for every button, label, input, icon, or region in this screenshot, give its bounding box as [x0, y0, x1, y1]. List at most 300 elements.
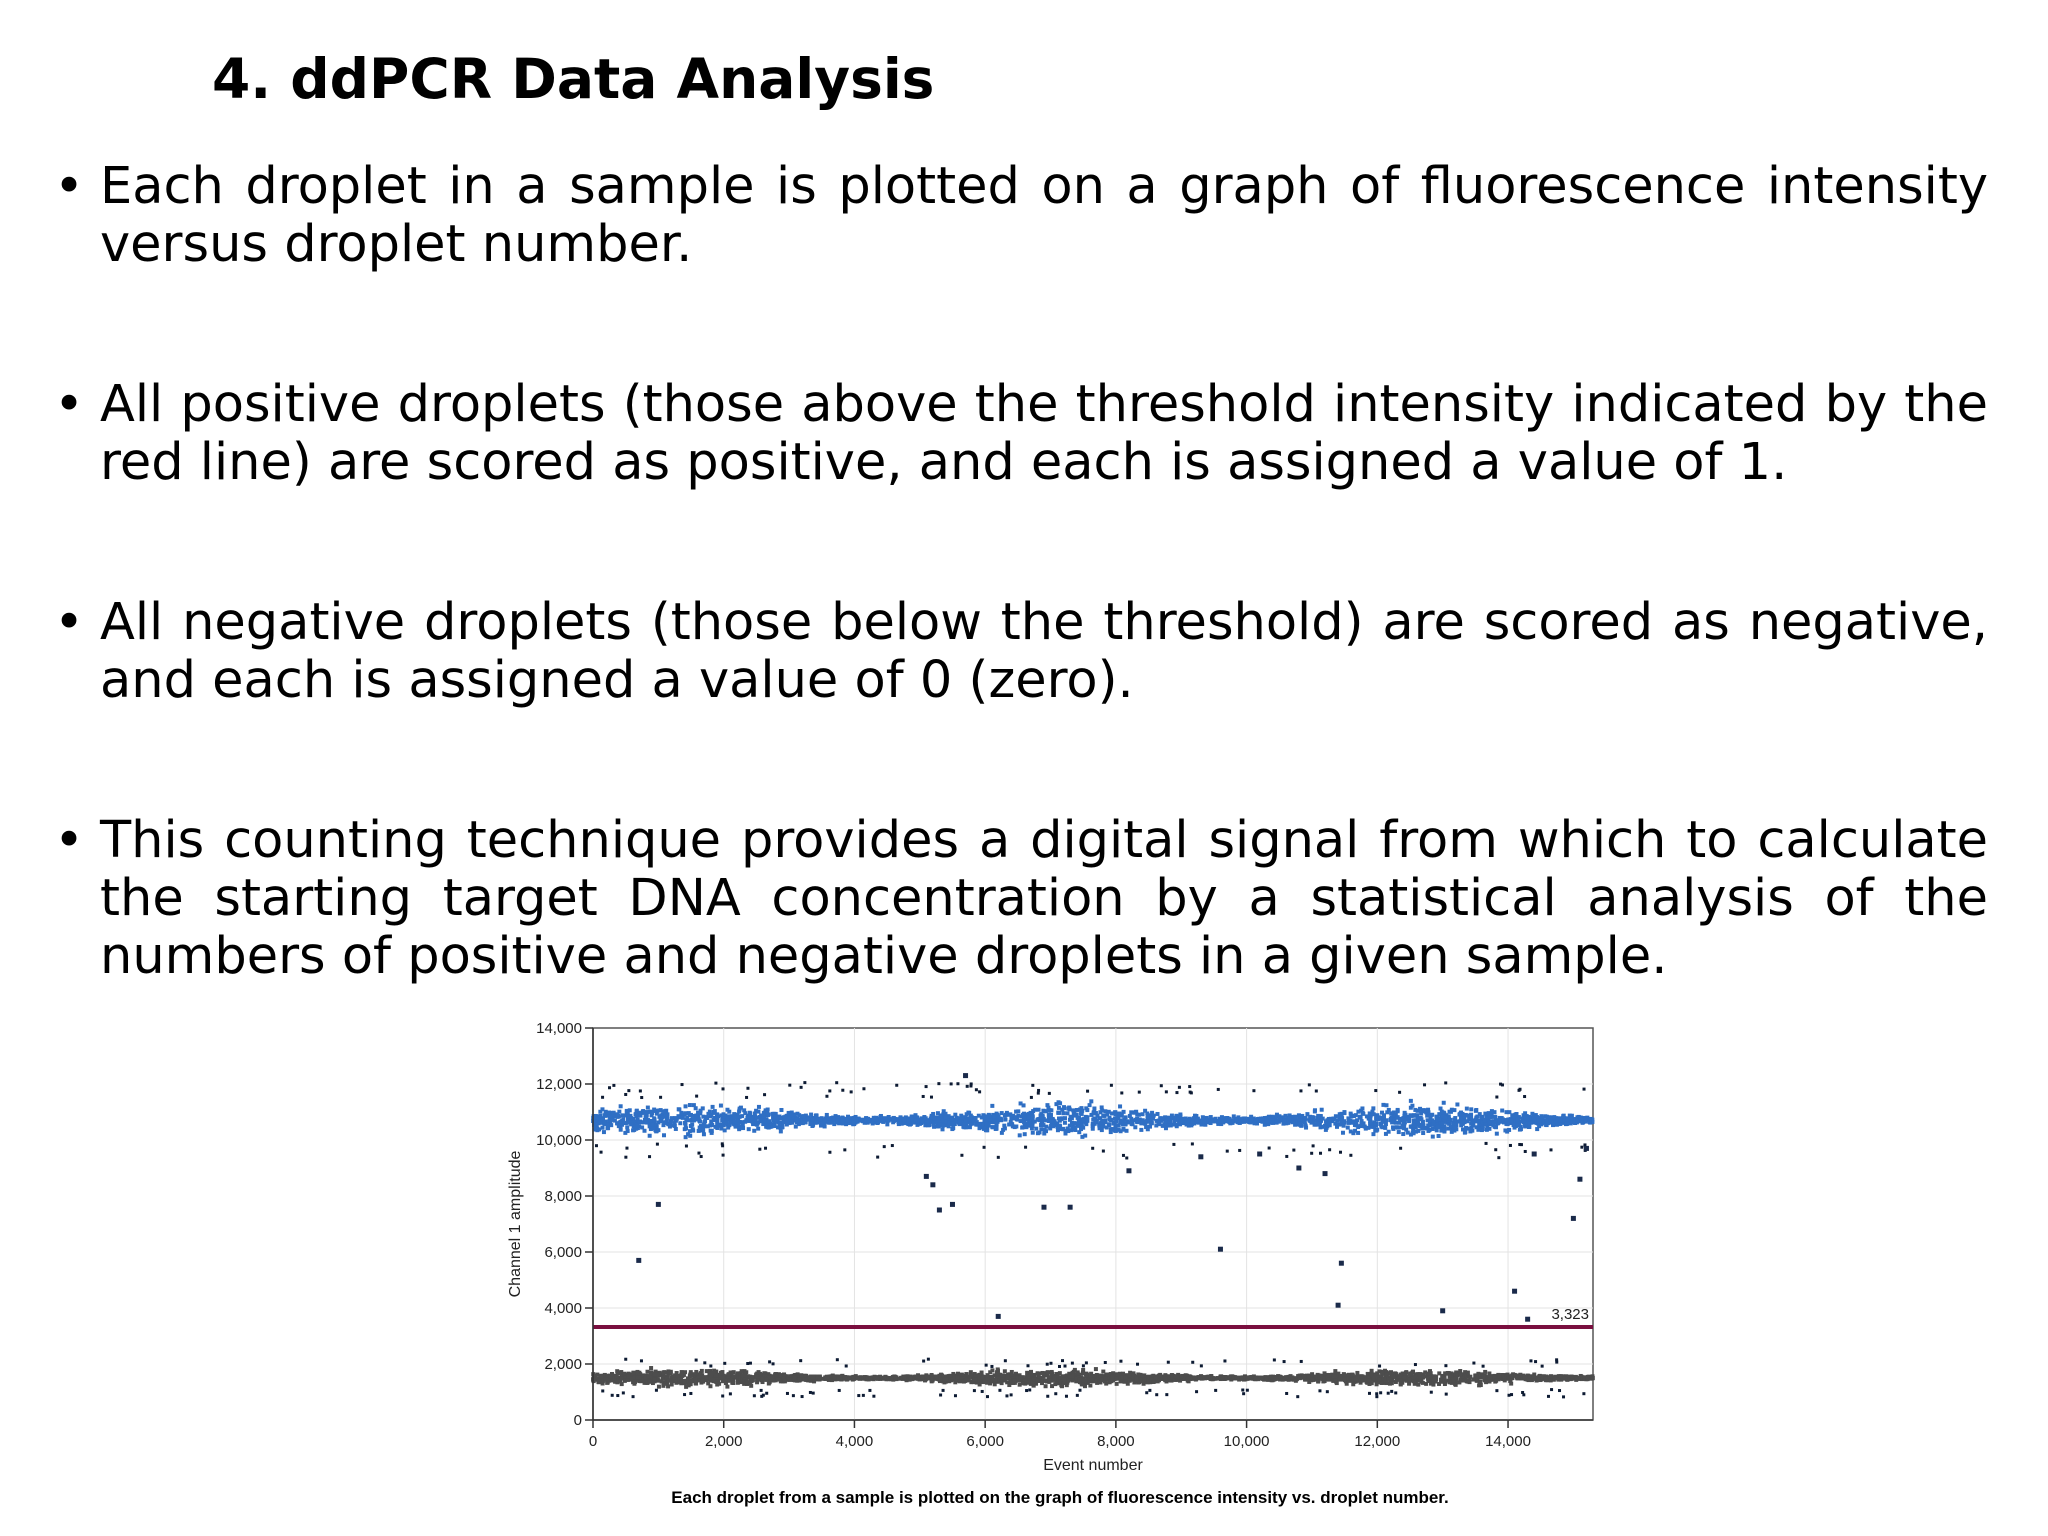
positive-droplet-point [745, 1116, 749, 1120]
positive-edge-point [891, 1144, 894, 1147]
negative-droplet-point [755, 1375, 759, 1379]
positive-edge-point [966, 1085, 969, 1088]
negative-droplet-point [1342, 1373, 1346, 1377]
positive-droplet-point [1457, 1113, 1461, 1117]
negative-droplet-point [721, 1379, 725, 1383]
positive-droplet-point [801, 1114, 805, 1118]
positive-droplet-point [892, 1116, 896, 1120]
positive-droplet-point [937, 1118, 941, 1122]
positive-droplet-point [1249, 1118, 1253, 1122]
positive-droplet-point [625, 1125, 629, 1129]
negative-droplet-point [697, 1378, 701, 1382]
plot-area [593, 1028, 1593, 1420]
positive-droplet-point [635, 1109, 639, 1113]
positive-droplet-point [626, 1129, 630, 1133]
positive-droplet-point [1077, 1120, 1081, 1124]
positive-droplet-point [1030, 1114, 1034, 1118]
positive-droplet-point [1002, 1124, 1006, 1128]
positive-droplet-point [743, 1120, 747, 1124]
positive-droplet-point [1545, 1115, 1549, 1119]
positive-edge-point [624, 1093, 627, 1096]
positive-droplet-point [809, 1113, 813, 1117]
positive-droplet-point [885, 1122, 889, 1126]
positive-droplet-point [866, 1117, 870, 1121]
positive-droplet-point [1277, 1120, 1281, 1124]
positive-droplet-point [835, 1119, 839, 1123]
positive-droplet-point [684, 1135, 688, 1139]
positive-droplet-point [670, 1116, 674, 1120]
positive-droplet-point [1134, 1110, 1138, 1114]
positive-droplet-point [1565, 1121, 1569, 1125]
positive-droplet-point [1083, 1134, 1087, 1138]
positive-droplet-point [1449, 1125, 1453, 1129]
positive-droplet-point [594, 1114, 598, 1118]
positive-edge-point [1238, 1149, 1241, 1152]
positive-droplet-point [825, 1113, 829, 1117]
ddpcr-scatter-chart [490, 1010, 1630, 1520]
negative-droplet-point [1408, 1372, 1412, 1376]
positive-edge-point [625, 1147, 628, 1150]
positive-droplet-point [1133, 1125, 1137, 1129]
positive-droplet-point [1299, 1121, 1303, 1125]
positive-droplet-point [965, 1112, 969, 1116]
positive-droplet-point [933, 1117, 937, 1121]
positive-droplet-point [1513, 1126, 1517, 1130]
bullet-text: All positive droplets (those above the threshold intensity indicated by the red line) are scored as positive, and each is assigned a value of 1. [100, 375, 1988, 492]
positive-droplet-point [1128, 1114, 1132, 1118]
negative-droplet-point [782, 1372, 786, 1376]
positive-droplet-point [710, 1129, 714, 1133]
positive-droplet-point [779, 1129, 783, 1133]
positive-droplet-point [1195, 1119, 1199, 1123]
positive-edge-point [600, 1151, 603, 1154]
positive-droplet-point [1493, 1115, 1497, 1119]
negative-droplet-point [670, 1382, 674, 1386]
negative-droplet-point [705, 1375, 709, 1379]
positive-droplet-point [1432, 1120, 1436, 1124]
positive-droplet-point [1266, 1120, 1270, 1124]
positive-droplet-point [738, 1108, 742, 1112]
positive-edge-point [843, 1148, 846, 1151]
positive-droplet-point [1490, 1109, 1494, 1113]
positive-droplet-point [1107, 1122, 1111, 1126]
positive-droplet-point [1426, 1129, 1430, 1133]
negative-droplet-point [1094, 1367, 1098, 1371]
positive-droplet-point [1139, 1128, 1143, 1132]
positive-droplet-point [1105, 1112, 1109, 1116]
bullet-text: This counting technique provides a digital signal from which to calculate the starting target DNA concentration by a statistical analysis of the numbers of positive and negative droplets in a given sample. [100, 811, 1988, 986]
positive-droplet-point [958, 1119, 962, 1123]
positive-droplet-point [1409, 1133, 1413, 1137]
positive-edge-point [608, 1086, 611, 1089]
positive-droplet-point [1108, 1118, 1112, 1122]
positive-droplet-point [1349, 1112, 1353, 1116]
positive-droplet-point [755, 1116, 759, 1120]
positive-droplet-point [650, 1122, 654, 1126]
negative-droplet-point [1044, 1384, 1048, 1388]
positive-droplet-point [1071, 1108, 1075, 1112]
positive-droplet-point [688, 1103, 692, 1107]
positive-droplet-point [1000, 1131, 1004, 1135]
positive-droplet-point [953, 1113, 957, 1117]
positive-droplet-point [594, 1122, 598, 1126]
positive-droplet-point [728, 1122, 732, 1126]
positive-droplet-point [1076, 1116, 1080, 1120]
positive-edge-point [1299, 1089, 1302, 1092]
positive-droplet-point [1424, 1108, 1428, 1112]
positive-droplet-point [873, 1117, 877, 1121]
slide-title: 4. ddPCR Data Analysis [212, 47, 935, 111]
positive-droplet-point [1092, 1107, 1096, 1111]
positive-droplet-point [1337, 1123, 1341, 1127]
positive-droplet-point [1365, 1114, 1369, 1118]
positive-edge-point [1188, 1085, 1191, 1088]
positive-droplet-point [1287, 1116, 1291, 1120]
positive-droplet-point [762, 1111, 766, 1115]
negative-droplet-point [1209, 1377, 1213, 1381]
positive-droplet-point [1103, 1120, 1107, 1124]
positive-edge-point [1519, 1088, 1522, 1091]
positive-droplet-point [756, 1127, 760, 1131]
positive-edge-point [1509, 1144, 1512, 1147]
negative-droplet-point [643, 1376, 647, 1380]
positive-droplet-point [1320, 1108, 1324, 1112]
positive-edge-point [828, 1089, 831, 1092]
positive-droplet-point [854, 1118, 858, 1122]
positive-droplet-point [1179, 1114, 1183, 1118]
positive-droplet-point [1420, 1127, 1424, 1131]
positive-droplet-point [1442, 1101, 1446, 1105]
positive-droplet-point [924, 1116, 928, 1120]
negative-droplet-point [679, 1379, 683, 1383]
positive-edge-point [685, 1144, 688, 1147]
chart-svg [490, 1010, 1630, 1488]
positive-edge-point [659, 1096, 662, 1099]
positive-droplet-point [881, 1120, 885, 1124]
positive-droplet-point [1465, 1107, 1469, 1111]
positive-edge-point [1110, 1084, 1113, 1087]
negative-droplet-point [731, 1381, 735, 1385]
positive-droplet-point [1401, 1132, 1405, 1136]
positive-droplet-point [1115, 1124, 1119, 1128]
positive-droplet-point [646, 1106, 650, 1110]
positive-droplet-point [715, 1113, 719, 1117]
positive-droplet-point [1374, 1129, 1378, 1133]
positive-droplet-point [1085, 1116, 1089, 1120]
positive-droplet-point [626, 1115, 630, 1119]
negative-droplet-point [1265, 1377, 1269, 1381]
bullet-item [48, 594, 1988, 710]
positive-edge-point [1091, 1147, 1094, 1150]
positive-edge-point [969, 1084, 972, 1087]
negative-droplet-point [684, 1385, 688, 1389]
positive-droplet-point [1167, 1116, 1171, 1120]
positive-droplet-point [810, 1121, 814, 1125]
positive-droplet-point [1179, 1119, 1183, 1123]
positive-droplet-point [1238, 1121, 1242, 1125]
positive-droplet-point [998, 1117, 1002, 1121]
positive-droplet-point [1353, 1129, 1357, 1133]
positive-droplet-point [1023, 1116, 1027, 1120]
positive-droplet-point [678, 1121, 682, 1125]
negative-droplet-point [1042, 1375, 1046, 1379]
positive-droplet-point [1368, 1121, 1372, 1125]
positive-edge-point [746, 1087, 749, 1090]
positive-droplet-point [1008, 1112, 1012, 1116]
positive-droplet-point [1218, 1119, 1222, 1123]
positive-droplet-point [1421, 1131, 1425, 1135]
negative-droplet-point [1380, 1381, 1384, 1385]
positive-droplet-point [1374, 1122, 1378, 1126]
positive-droplet-point [658, 1119, 662, 1123]
positive-droplet-point [1095, 1120, 1099, 1124]
positive-droplet-point [1034, 1127, 1038, 1131]
positive-droplet-point [1235, 1117, 1239, 1121]
positive-droplet-point [688, 1113, 692, 1117]
negative-droplet-point [1484, 1380, 1488, 1384]
positive-droplet-point [1503, 1128, 1507, 1132]
negative-droplet-point [1359, 1379, 1363, 1383]
negative-droplet-point [1382, 1377, 1386, 1381]
positive-droplet-point [1408, 1113, 1412, 1117]
positive-droplet-point [1063, 1121, 1067, 1125]
positive-edge-point [956, 1082, 959, 1085]
positive-droplet-point [1437, 1117, 1441, 1121]
positive-droplet-point [611, 1118, 615, 1122]
positive-droplet-point [1037, 1108, 1041, 1112]
positive-droplet-point [1461, 1127, 1465, 1131]
positive-droplet-point [1356, 1110, 1360, 1114]
positive-droplet-point [617, 1124, 621, 1128]
negative-droplet-point [996, 1367, 1000, 1371]
positive-edge-point [1319, 1152, 1322, 1155]
positive-edge-point [835, 1081, 838, 1084]
positive-droplet-point [1359, 1122, 1363, 1126]
positive-droplet-point [1141, 1112, 1145, 1116]
positive-droplet-point [1092, 1111, 1096, 1115]
positive-droplet-point [1436, 1125, 1440, 1129]
positive-edge-point [1160, 1084, 1163, 1087]
positive-edge-point [978, 1090, 981, 1093]
positive-edge-point [639, 1089, 642, 1092]
positive-droplet-point [631, 1128, 635, 1132]
positive-droplet-point [1443, 1127, 1447, 1131]
positive-droplet-point [1018, 1133, 1022, 1137]
positive-droplet-point [713, 1117, 717, 1121]
positive-droplet-point [1504, 1118, 1508, 1122]
positive-droplet-point [779, 1108, 783, 1112]
positive-edge-point [1122, 1154, 1125, 1157]
positive-droplet-point [1485, 1128, 1489, 1132]
positive-droplet-point [1332, 1117, 1336, 1121]
positive-droplet-point [1412, 1120, 1416, 1124]
positive-droplet-point [1402, 1121, 1406, 1125]
positive-droplet-point [823, 1118, 827, 1122]
positive-droplet-point [1303, 1123, 1307, 1127]
positive-droplet-point [1021, 1125, 1025, 1129]
positive-droplet-point [1397, 1121, 1401, 1125]
positive-droplet-point [1509, 1119, 1513, 1123]
positive-droplet-point [1590, 1120, 1594, 1124]
negative-droplet-point [1294, 1379, 1298, 1383]
positive-droplet-point [815, 1114, 819, 1118]
negative-droplet-point [744, 1370, 748, 1374]
positive-droplet-point [1019, 1119, 1023, 1123]
positive-droplet-point [638, 1114, 642, 1118]
negative-droplet-point [986, 1376, 990, 1380]
positive-edge-point [640, 1096, 643, 1099]
positive-edge-point [1037, 1089, 1040, 1092]
positive-edge-point [1030, 1096, 1033, 1099]
bullet-item [48, 812, 1988, 986]
positive-droplet-point [1023, 1122, 1027, 1126]
positive-droplet-point [1156, 1120, 1160, 1124]
negative-droplet-point [1058, 1371, 1062, 1375]
positive-droplet-point [1354, 1121, 1358, 1125]
positive-droplet-point [1527, 1122, 1531, 1126]
positive-droplet-point [1277, 1114, 1281, 1118]
positive-edge-point [925, 1085, 928, 1088]
positive-droplet-point [1291, 1120, 1295, 1124]
positive-droplet-point [990, 1125, 994, 1129]
negative-droplet-point [988, 1370, 992, 1374]
positive-droplet-point [982, 1113, 986, 1117]
positive-droplet-point [1242, 1120, 1246, 1124]
negative-droplet-point [1314, 1375, 1318, 1379]
positive-droplet-point [941, 1124, 945, 1128]
positive-edge-point [1374, 1089, 1377, 1092]
negative-droplet-point [1370, 1369, 1374, 1373]
positive-droplet-point [1021, 1113, 1025, 1117]
positive-droplet-point [634, 1112, 638, 1116]
positive-droplet-point [1143, 1120, 1147, 1124]
positive-droplet-point [719, 1127, 723, 1131]
positive-droplet-point [1346, 1126, 1350, 1130]
positive-droplet-point [1518, 1128, 1522, 1132]
positive-droplet-point [1452, 1118, 1456, 1122]
positive-droplet-point [968, 1122, 972, 1126]
positive-droplet-point [1047, 1116, 1051, 1120]
positive-droplet-point [1409, 1125, 1413, 1129]
positive-droplet-point [681, 1116, 685, 1120]
positive-droplet-point [994, 1120, 998, 1124]
positive-droplet-point [1469, 1107, 1473, 1111]
positive-droplet-point [684, 1123, 688, 1127]
positive-droplet-point [1041, 1123, 1045, 1127]
positive-droplet-point [762, 1115, 766, 1119]
positive-droplet-point [692, 1118, 696, 1122]
positive-droplet-point [1129, 1110, 1133, 1114]
positive-droplet-point [947, 1121, 951, 1125]
positive-droplet-point [1371, 1132, 1375, 1136]
positive-edge-point [1226, 1150, 1229, 1153]
positive-droplet-point [733, 1120, 737, 1124]
positive-edge-point [758, 1148, 761, 1151]
positive-edge-point [803, 1081, 806, 1084]
positive-droplet-point [1120, 1113, 1124, 1117]
positive-droplet-point [703, 1124, 707, 1128]
positive-edge-point [1024, 1146, 1027, 1149]
positive-edge-point [1308, 1083, 1311, 1086]
positive-droplet-point [1308, 1119, 1312, 1123]
positive-droplet-point [1023, 1132, 1027, 1136]
positive-droplet-point [1073, 1121, 1077, 1125]
positive-droplet-point [777, 1115, 781, 1119]
positive-droplet-point [1419, 1117, 1423, 1121]
positive-droplet-point [797, 1113, 801, 1117]
positive-droplet-point [903, 1119, 907, 1123]
positive-droplet-point [753, 1111, 757, 1115]
positive-droplet-point [950, 1127, 954, 1131]
positive-edge-point [1268, 1147, 1271, 1150]
positive-droplet-point [1382, 1120, 1386, 1124]
positive-droplet-point [932, 1122, 936, 1126]
positive-edge-point [825, 1095, 828, 1098]
positive-droplet-point [636, 1124, 640, 1128]
positive-droplet-point [1491, 1123, 1495, 1127]
positive-droplet-point [752, 1129, 756, 1133]
positive-droplet-point [1190, 1120, 1194, 1124]
positive-droplet-point [662, 1133, 666, 1137]
positive-droplet-point [1448, 1110, 1452, 1114]
positive-droplet-point [1354, 1113, 1358, 1117]
positive-droplet-point [748, 1111, 752, 1115]
positive-droplet-point [608, 1114, 612, 1118]
positive-droplet-point [1399, 1125, 1403, 1129]
positive-droplet-point [732, 1112, 736, 1116]
positive-droplet-point [1507, 1110, 1511, 1114]
positive-droplet-point [1156, 1112, 1160, 1116]
positive-edge-point [1175, 1091, 1178, 1094]
positive-edge-point [1580, 1146, 1583, 1149]
positive-droplet-point [794, 1118, 798, 1122]
positive-droplet-point [1555, 1117, 1559, 1121]
bullet-dot-icon: • [54, 811, 85, 870]
positive-droplet-point [1404, 1117, 1408, 1121]
positive-edge-point [722, 1087, 725, 1090]
positive-droplet-point [1375, 1113, 1379, 1117]
positive-edge-point [788, 1084, 791, 1087]
positive-droplet-point [1327, 1118, 1331, 1122]
positive-droplet-point [602, 1130, 606, 1134]
negative-droplet-point [1290, 1375, 1294, 1379]
negative-droplet-point [1062, 1381, 1066, 1385]
positive-edge-point [1501, 1083, 1504, 1086]
positive-droplet-point [751, 1121, 755, 1125]
positive-droplet-point [1031, 1131, 1035, 1135]
positive-droplet-point [778, 1122, 782, 1126]
positive-edge-point [1328, 1148, 1331, 1151]
positive-droplet-point [1009, 1122, 1013, 1126]
positive-droplet-point [1459, 1123, 1463, 1127]
positive-droplet-point [1452, 1108, 1456, 1112]
negative-droplet-point [732, 1370, 736, 1374]
positive-edge-point [1339, 1151, 1342, 1154]
positive-droplet-point [684, 1104, 688, 1108]
negative-droplet-point [649, 1366, 653, 1370]
positive-droplet-point [631, 1117, 635, 1121]
positive-droplet-point [1119, 1129, 1123, 1133]
positive-droplet-point [819, 1118, 823, 1122]
positive-droplet-point [1033, 1120, 1037, 1124]
positive-edge-point [983, 1146, 986, 1149]
negative-droplet-point [1003, 1369, 1007, 1373]
positive-droplet-point [766, 1108, 770, 1112]
negative-droplet-point [981, 1376, 985, 1380]
positive-droplet-point [741, 1126, 745, 1130]
positive-droplet-point [660, 1116, 664, 1120]
positive-droplet-point [598, 1114, 602, 1118]
